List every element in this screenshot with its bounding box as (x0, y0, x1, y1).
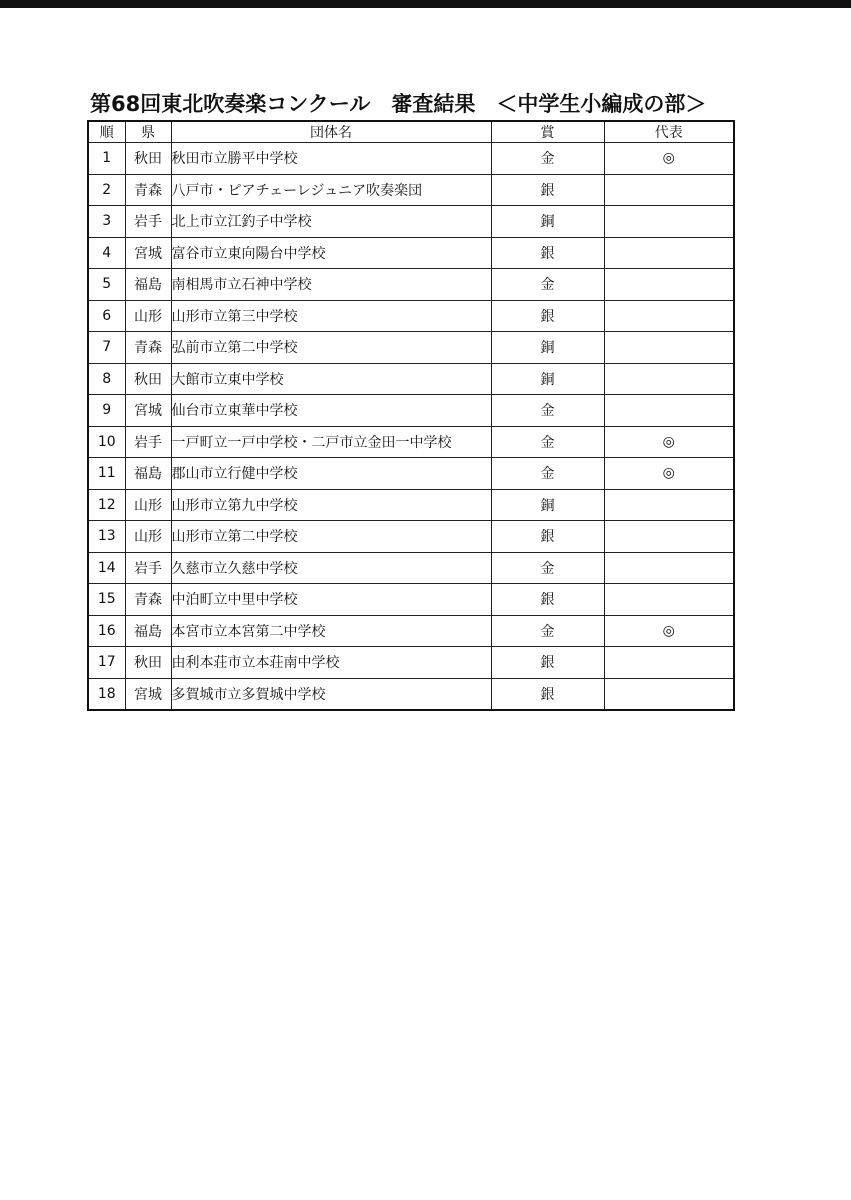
award-cell: 金 (491, 143, 604, 175)
group-name-cell: 仙台市立東華中学校 (171, 395, 491, 427)
representative-mark (604, 521, 734, 553)
group-name-cell: 山形市立第九中学校 (171, 489, 491, 521)
award-cell: 銀 (491, 647, 604, 679)
prefecture-cell: 宮城 (125, 395, 171, 427)
prefecture-cell: 秋田 (125, 647, 171, 679)
award-cell: 銀 (491, 521, 604, 553)
header-order: 順 (88, 121, 125, 143)
table-row (88, 332, 734, 364)
prefecture-cell: 秋田 (125, 143, 171, 175)
group-name-cell: 本宮市立本宮第二中学校 (171, 615, 491, 647)
representative-mark (604, 647, 734, 679)
group-name-cell: 山形市立第二中学校 (171, 521, 491, 553)
group-name-cell: 中泊町立中里中学校 (171, 584, 491, 616)
order-cell: 7 (88, 332, 125, 364)
group-name-cell: 秋田市立勝平中学校 (171, 143, 491, 175)
table-row (88, 269, 734, 301)
prefecture-cell: 宮城 (125, 237, 171, 269)
award-cell: 銀 (491, 678, 604, 710)
order-cell: 11 (88, 458, 125, 490)
award-cell: 銀 (491, 174, 604, 206)
group-name-cell: 一戸町立一戸中学校・二戸市立金田一中学校 (171, 426, 491, 458)
award-cell: 金 (491, 615, 604, 647)
order-cell: 9 (88, 395, 125, 427)
order-cell: 17 (88, 647, 125, 679)
table-row (88, 174, 734, 206)
award-cell: 銀 (491, 300, 604, 332)
award-cell: 銅 (491, 332, 604, 364)
table-row (88, 458, 734, 490)
prefecture-cell: 福島 (125, 458, 171, 490)
group-name-cell: 北上市立江釣子中学校 (171, 206, 491, 238)
representative-mark (604, 300, 734, 332)
group-name-cell: 弘前市立第二中学校 (171, 332, 491, 364)
table-row (88, 647, 734, 679)
award-cell: 銅 (491, 363, 604, 395)
table-row (88, 426, 734, 458)
prefecture-cell: 青森 (125, 174, 171, 206)
representative-mark (604, 363, 734, 395)
representative-mark (604, 206, 734, 238)
award-cell: 金 (491, 552, 604, 584)
representative-mark (604, 584, 734, 616)
prefecture-cell: 岩手 (125, 552, 171, 584)
order-cell: 14 (88, 552, 125, 584)
prefecture-cell: 秋田 (125, 363, 171, 395)
group-name-cell: 南相馬市立石神中学校 (171, 269, 491, 301)
award-cell: 金 (491, 426, 604, 458)
header-prefecture: 県 (125, 121, 171, 143)
prefecture-cell: 岩手 (125, 206, 171, 238)
representative-mark (604, 174, 734, 206)
order-cell: 8 (88, 363, 125, 395)
table-row (88, 678, 734, 710)
prefecture-cell: 福島 (125, 615, 171, 647)
award-cell: 銀 (491, 237, 604, 269)
award-cell: 金 (491, 458, 604, 490)
order-cell: 10 (88, 426, 125, 458)
document-title: 第68回東北吹奏楽コンクール 審査結果 ＜中学生小編成の部＞ (90, 92, 707, 116)
representative-mark: ◎ (604, 426, 734, 458)
header-representative: 代表 (604, 121, 734, 143)
group-name-cell: 山形市立第三中学校 (171, 300, 491, 332)
table-row (88, 521, 734, 553)
prefecture-cell: 青森 (125, 332, 171, 364)
order-cell: 5 (88, 269, 125, 301)
table-header-row (88, 121, 734, 143)
group-name-cell: 八戸市・ピアチェーレジュニア吹奏楽団 (171, 174, 491, 206)
group-name-cell: 由利本荘市立本荘南中学校 (171, 647, 491, 679)
group-name-cell: 富谷市立東向陽台中学校 (171, 237, 491, 269)
table-row (88, 395, 734, 427)
table-row (88, 584, 734, 616)
table-row (88, 206, 734, 238)
order-cell: 16 (88, 615, 125, 647)
order-cell: 4 (88, 237, 125, 269)
prefecture-cell: 青森 (125, 584, 171, 616)
prefecture-cell: 宮城 (125, 678, 171, 710)
table-row (88, 143, 734, 175)
award-cell: 銀 (491, 584, 604, 616)
representative-mark (604, 489, 734, 521)
representative-mark (604, 237, 734, 269)
group-name-cell: 郡山市立行健中学校 (171, 458, 491, 490)
order-cell: 15 (88, 584, 125, 616)
top-edge-bar (0, 0, 851, 8)
representative-mark (604, 395, 734, 427)
representative-mark (604, 552, 734, 584)
table-row (88, 615, 734, 647)
award-cell: 金 (491, 395, 604, 427)
table-body (88, 143, 734, 711)
table-row (88, 300, 734, 332)
group-name-cell: 大館市立東中学校 (171, 363, 491, 395)
prefecture-cell: 山形 (125, 489, 171, 521)
results-table (87, 120, 735, 711)
prefecture-cell: 岩手 (125, 426, 171, 458)
table-row (88, 552, 734, 584)
representative-mark: ◎ (604, 615, 734, 647)
award-cell: 金 (491, 269, 604, 301)
header-group-name: 団体名 (171, 121, 491, 143)
award-cell: 銅 (491, 206, 604, 238)
order-cell: 3 (88, 206, 125, 238)
representative-mark (604, 678, 734, 710)
prefecture-cell: 山形 (125, 300, 171, 332)
group-name-cell: 多賀城市立多賀城中学校 (171, 678, 491, 710)
prefecture-cell: 福島 (125, 269, 171, 301)
prefecture-cell: 山形 (125, 521, 171, 553)
table-row (88, 237, 734, 269)
award-cell: 銅 (491, 489, 604, 521)
order-cell: 18 (88, 678, 125, 710)
order-cell: 13 (88, 521, 125, 553)
representative-mark (604, 269, 734, 301)
order-cell: 1 (88, 143, 125, 175)
order-cell: 12 (88, 489, 125, 521)
order-cell: 2 (88, 174, 125, 206)
order-cell: 6 (88, 300, 125, 332)
header-award: 賞 (491, 121, 604, 143)
representative-mark: ◎ (604, 458, 734, 490)
table-row (88, 363, 734, 395)
representative-mark (604, 332, 734, 364)
table-row (88, 489, 734, 521)
group-name-cell: 久慈市立久慈中学校 (171, 552, 491, 584)
representative-mark: ◎ (604, 143, 734, 175)
